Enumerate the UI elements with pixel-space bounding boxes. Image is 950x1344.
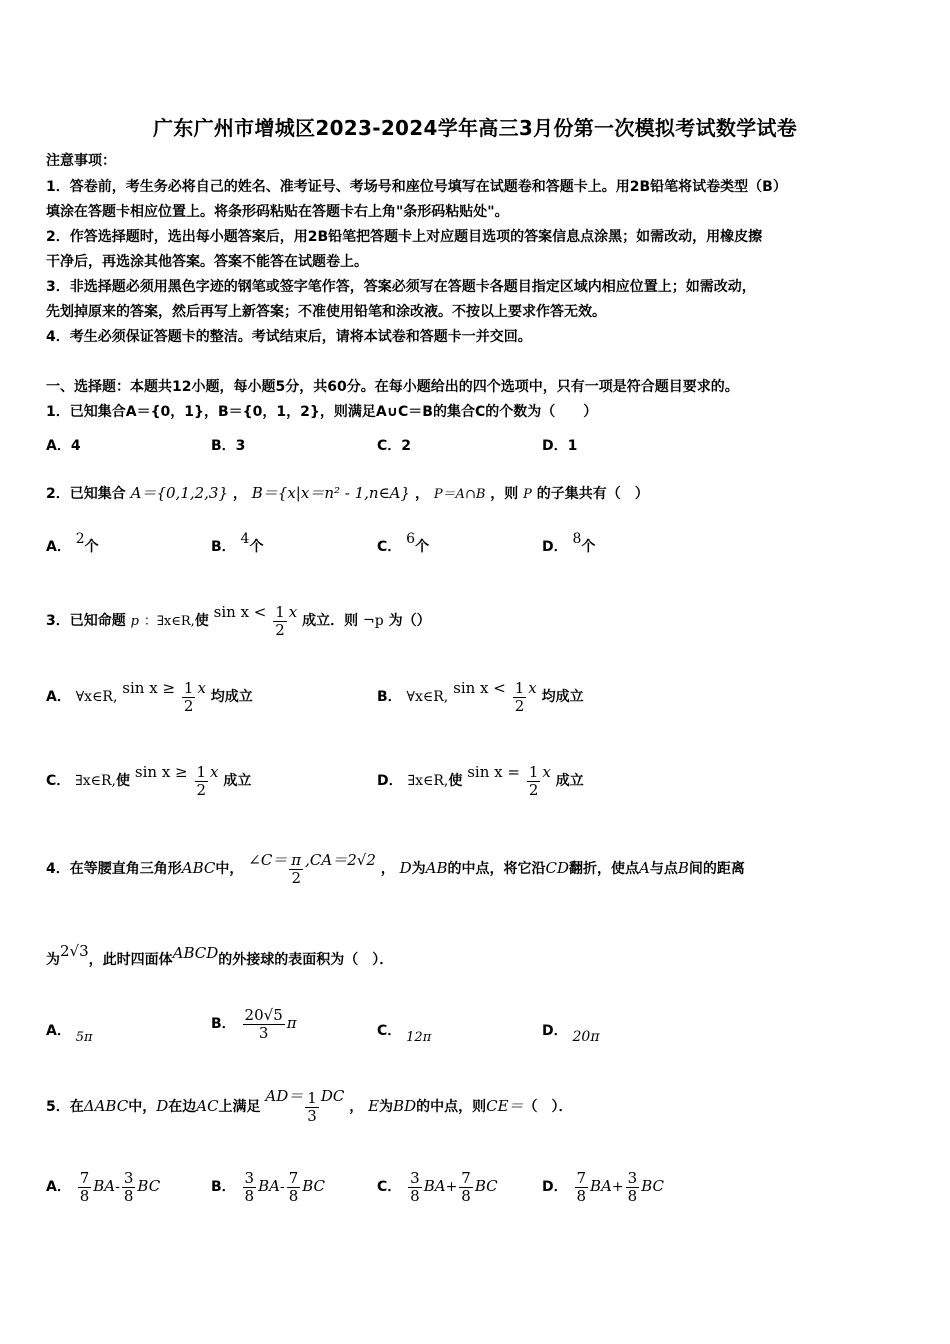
q5-ad: AD＝ [265, 1087, 304, 1105]
q5-c-num-2: 7 [461, 1168, 471, 1187]
q5-option-d [542, 1164, 664, 1209]
q5-b-den-1: 8 [244, 1186, 255, 1205]
q4-b-pi: π [286, 1014, 297, 1032]
q4-option-d [542, 1022, 600, 1045]
q3-d-tail: 成立 [555, 773, 584, 789]
q2-b-value: 4 [240, 531, 250, 547]
q4-text-5: 翻折，使点 [569, 861, 640, 877]
q3-d-fraction [527, 764, 541, 799]
q5-a-num-1: 7 [79, 1168, 90, 1187]
note-line-5: 3．非选择题必须用黑色字迹的钢笔或签字笔作答，答案必须写在答题卡各题目指定区域内相应位置上；如需改动， [46, 279, 756, 295]
q4-ca: ,CA＝2√2 [305, 851, 376, 869]
q3-ineq-lhs: sin x < [213, 603, 267, 621]
q4-b: B [677, 859, 689, 877]
q5-b-label: B． [211, 1179, 236, 1195]
q5-b-frac-1 [243, 1170, 257, 1205]
q5-text-1: 5．在 [46, 1099, 84, 1115]
q4-option-a [46, 1022, 93, 1045]
q5-ce: CE＝ [486, 1097, 524, 1115]
q4-angle: ∠C＝ [248, 851, 288, 869]
q5-a-label: A． [46, 1179, 71, 1195]
q3-quantifier: ：∃x∈R, [143, 614, 195, 629]
q4-line2-text-1: 为 [46, 952, 60, 968]
q4-b-num: 20√5 [244, 1005, 283, 1024]
q5-d-vec-1: BA [590, 1177, 612, 1195]
q3-c-tail: 成立 [223, 773, 252, 789]
q5-d: D [156, 1097, 169, 1115]
q3-a-label: A． [46, 689, 71, 705]
q4-pi-fraction [289, 852, 303, 887]
q2-set-b: B＝{x|x＝n² - 1,n∈A} [251, 484, 411, 502]
q3-d-num: 1 [528, 762, 539, 781]
q3-c-num: 1 [196, 762, 207, 781]
q3-a-num: 1 [183, 678, 194, 697]
q3-x: x [288, 603, 298, 621]
q2-set-a: A＝{0,1,2,3} [130, 484, 229, 502]
q3-half-den: 2 [275, 620, 285, 639]
q4-text-1: 4．在等腰直角三角形 [46, 861, 182, 877]
q5-text-3: 在边 [168, 1099, 197, 1115]
q5-d-den-1: 8 [576, 1186, 587, 1205]
q3-c-lhs: sin x ≥ [134, 763, 188, 781]
q5-d-num-2: 3 [627, 1168, 638, 1187]
note-line-3: 2．作答选择题时，选出每小题答案后，用2B铅笔把答题卡上对应题目选项的答案信息点涂黑；如需改动，用橡皮擦 [46, 229, 763, 245]
q1-option-c: C．2 [377, 438, 412, 454]
q4-pi-den: 2 [291, 868, 301, 887]
q5-b-num-1: 3 [244, 1168, 255, 1187]
section-heading: 一、选择题：本题共12小题，每小题5分，共60分。在每小题给出的四个选项中，只有一项是符合题目要求的。 [46, 379, 739, 395]
q5-c-frac-2 [459, 1170, 473, 1205]
q2-d-value: 8 [572, 531, 582, 547]
q5-d-frac-2 [626, 1170, 640, 1205]
q3-a-den: 2 [183, 696, 194, 715]
q2-set-p: P＝A∩B [433, 487, 486, 502]
q5-ac: AC [196, 1097, 219, 1115]
q5-a-num-2: 3 [123, 1168, 134, 1187]
q3-half-fraction [273, 604, 287, 639]
q2-text-2: ，则 [490, 486, 519, 502]
q5-c-num-1: 3 [410, 1168, 420, 1187]
note-line-7: 4．考生必须保证答题卡的整洁。考试结束后，请将本试卷和答题卡一并交回。 [46, 329, 532, 345]
q5-comma: ， [349, 1099, 364, 1115]
note-line-4: 干净后，再选涂其他答案。答案不能答在试题卷上。 [46, 254, 368, 270]
q4-option-c [377, 1022, 432, 1045]
q2-stem [46, 484, 649, 504]
q3-b-den: 2 [514, 696, 525, 715]
q5-third-den: 3 [307, 1106, 317, 1125]
q2-text-1: 2．已知集合 [46, 486, 126, 502]
q2-option-d [542, 531, 596, 556]
q3-option-b [377, 676, 584, 717]
q5-c-frac-1 [408, 1170, 422, 1205]
q5-b-num-2: 7 [288, 1168, 299, 1187]
q3-p: p [130, 614, 139, 629]
q3-a-x: x [197, 679, 206, 697]
q3-a-tail: 均成立 [210, 689, 253, 705]
q4-b-fraction [243, 1007, 285, 1042]
q3-half-num: 1 [275, 602, 285, 621]
q3-a-lhs: sin x ≥ [122, 679, 176, 697]
q4-d-label: D． [542, 1023, 568, 1039]
q3-d-quantifier: ∃x∈R, [407, 773, 449, 789]
q3-c-den: 2 [196, 780, 207, 799]
q3-b-x: x [528, 679, 537, 697]
q5-third-num: 1 [307, 1088, 317, 1107]
q5-a-op: - [115, 1179, 120, 1195]
q4-d: D [399, 859, 412, 877]
q5-c-den-2: 8 [461, 1186, 471, 1205]
note-line-6: 先划掉原来的答案，然后再写上新答案；不准使用铅笔和涂改液。不按以上要求作答无效。 [46, 304, 606, 320]
q5-a-frac-1 [78, 1170, 92, 1205]
q5-d-num-1: 7 [576, 1168, 587, 1187]
q3-c-use: 使 [116, 773, 131, 789]
q4-option-b [211, 1000, 297, 1047]
q2-text-3: 的子集共有（ ） [536, 486, 649, 502]
q4-text-7: 间的距离 [688, 861, 745, 877]
q3-text-1: 3．已知命题 [46, 613, 126, 629]
q3-a-fraction [182, 680, 196, 715]
q5-a-frac-2 [122, 1170, 136, 1205]
q1-option-a: A．4 [46, 438, 81, 454]
q5-text-7: （ ）． [523, 1099, 573, 1115]
q4-d-value: 20π [572, 1029, 600, 1045]
q5-a-den-1: 8 [79, 1186, 90, 1205]
q3-text-5: 为（） [388, 613, 431, 629]
q3-c-x: x [210, 763, 219, 781]
q4-text-3: 为 [411, 861, 426, 877]
q2-a-value: 2 [75, 531, 85, 547]
q4-c-value: 12π [406, 1030, 432, 1045]
q2-c-label: C． [377, 539, 402, 555]
q5-b-vec-1: BA [258, 1177, 280, 1195]
q3-c-fraction [195, 764, 209, 799]
q4-comma: ， [380, 861, 395, 877]
q2-b-unit: 个 [249, 539, 264, 555]
q5-b-den-2: 8 [288, 1186, 299, 1205]
q5-triangle: ΔABC [83, 1097, 129, 1115]
q5-a-vec-2: BC [137, 1177, 161, 1195]
note-line-2: 填涂在答题卡相应位置上。将条形码粘贴在答题卡右上角"条形码粘贴处"。 [46, 204, 509, 220]
q4-a: A [639, 859, 650, 877]
q3-b-tail: 均成立 [541, 689, 584, 705]
q4-text-4: 的中点，将它沿 [447, 861, 546, 877]
q4-cd: CD [545, 859, 570, 877]
q5-option-b [211, 1164, 325, 1209]
q5-b-frac-2 [287, 1170, 301, 1205]
q4-text-2: 中， [215, 861, 244, 877]
q3-d-den: 2 [528, 780, 539, 799]
q4-text-6: 与点 [649, 861, 678, 877]
q2-p: P [523, 487, 532, 502]
q3-option-a [46, 676, 253, 717]
q5-stem [46, 1084, 573, 1129]
q4-c-label: C． [377, 1023, 402, 1039]
q4-stem-line-2 [46, 944, 393, 975]
q3-a-quantifier: ∀x∈R, [75, 689, 118, 705]
q3-b-label: B． [377, 689, 402, 705]
q3-not-p: ¬p [363, 613, 384, 629]
q4-a-value: 5π [75, 1030, 93, 1045]
q5-d-den-2: 8 [627, 1186, 638, 1205]
q3-d-x: x [542, 763, 551, 781]
q2-c-value: 6 [406, 531, 416, 547]
page-title: 广东广州市增城区2023-2024学年高三3月份第一次模拟考试数学试卷 [152, 116, 798, 140]
q5-e: E [368, 1097, 380, 1115]
q2-comma-1: ， [232, 486, 247, 502]
q1-option-d: D．1 [542, 438, 578, 454]
q5-dc: DC [320, 1087, 345, 1105]
q2-option-a [46, 531, 99, 556]
q3-option-c [46, 760, 251, 801]
q3-c-quantifier: ∃x∈R, [75, 773, 117, 789]
q2-b-label: B． [211, 539, 236, 555]
q3-b-fraction [513, 680, 527, 715]
q5-text-6: 的中点，则 [416, 1099, 487, 1115]
q2-c-unit: 个 [415, 539, 430, 555]
q5-a-vec-1: BA [93, 1177, 116, 1195]
q5-c-vec-1: BA [423, 1177, 446, 1195]
q3-b-lhs: sin x < [453, 679, 506, 697]
q2-a-unit: 个 [84, 539, 99, 555]
q4-ab: AB [425, 859, 448, 877]
q3-text-4: 成立．则 [302, 613, 359, 629]
q5-c-op: + [445, 1179, 458, 1195]
q5-b-op: - [279, 1179, 285, 1195]
q5-d-label: D． [542, 1179, 568, 1195]
q5-c-vec-2: BC [474, 1177, 498, 1195]
q5-d-frac-1 [575, 1170, 589, 1205]
q4-line2-text-3: 的外接球的表面积为（ ）． [218, 952, 394, 968]
q3-b-quantifier: ∀x∈R, [406, 689, 449, 705]
q5-text-4: 上满足 [218, 1099, 261, 1115]
q3-text-use: 使 [194, 613, 209, 629]
q2-comma-2: ， [414, 486, 429, 502]
q1-stem: 1．已知集合A＝{0，1}，B＝{0，1，2}，则满足A∪C＝B的集合C的个数为（ ） [46, 404, 598, 420]
note-line-1: 1．答卷前，考生务必将自己的姓名、准考证号、考场号和座位号填写在试题卷和答题卡上。用2B铅笔将试卷类型（B） [46, 179, 787, 195]
q5-b-vec-2: BC [302, 1177, 326, 1195]
q5-d-op: + [611, 1179, 624, 1195]
q5-text-2: 中， [128, 1099, 157, 1115]
q3-option-d [377, 760, 584, 801]
q2-d-unit: 个 [581, 539, 596, 555]
q4-abc: ABC [181, 859, 216, 877]
q5-c-label: C． [377, 1179, 402, 1195]
q3-d-label: D． [377, 773, 403, 789]
q4-abcd: ABCD [172, 944, 219, 962]
q2-a-label: A． [46, 539, 71, 555]
q5-d-vec-2: BC [641, 1177, 664, 1195]
q3-d-lhs: sin x = [467, 763, 520, 781]
q5-third-fraction [305, 1090, 319, 1125]
q4-a-label: A． [46, 1023, 71, 1039]
q4-distance: 2√3 [60, 942, 89, 960]
q2-d-label: D． [542, 539, 568, 555]
q3-stem [46, 600, 431, 642]
q5-bd: BD [393, 1097, 417, 1115]
q4-pi-num: π [291, 850, 302, 869]
q5-option-c [377, 1164, 498, 1209]
q2-option-c [377, 531, 430, 556]
q5-a-den-2: 8 [123, 1186, 134, 1205]
q1-option-b: B．3 [211, 438, 246, 454]
q4-stem-line-1 [46, 846, 745, 891]
q5-option-a [46, 1164, 160, 1209]
q4-b-label: B． [211, 1016, 236, 1032]
q2-option-b [211, 531, 264, 556]
notes-heading: 注意事项： [46, 153, 116, 169]
q4-b-den: 3 [258, 1023, 269, 1042]
q5-text-5: 为 [379, 1099, 394, 1115]
q3-d-use: 使 [448, 773, 463, 789]
q4-line2-text-2: ，此时四面体 [88, 952, 173, 968]
q5-c-den-1: 8 [410, 1186, 420, 1205]
q3-b-num: 1 [514, 678, 525, 697]
q3-c-label: C． [46, 773, 71, 789]
